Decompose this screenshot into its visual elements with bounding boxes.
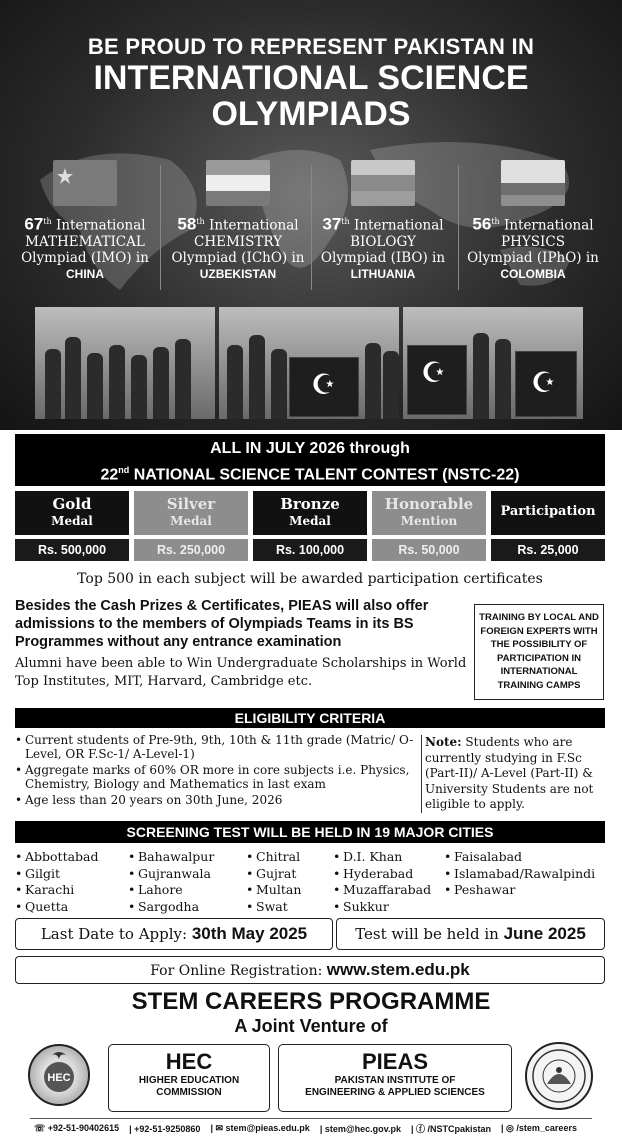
city: • Abbottabad bbox=[15, 849, 99, 866]
city: • Multan bbox=[246, 882, 301, 899]
city: • Peshawar bbox=[444, 882, 595, 899]
olympiad-subject: PHYSICS bbox=[501, 233, 565, 250]
eligibility-heading: ELIGIBILITY CRITERIA bbox=[15, 708, 605, 728]
header-title bbox=[0, 60, 622, 132]
olympiad-subject: CHEMISTRY bbox=[193, 233, 283, 250]
team-photo bbox=[35, 307, 215, 419]
email-2[interactable]: | stem@hec.gov.pk bbox=[319, 1123, 401, 1134]
bronze-medal bbox=[253, 491, 367, 535]
programme-title: STEM CAREERS PROGRAMME bbox=[131, 988, 491, 1015]
city: • Karachi bbox=[15, 882, 99, 899]
eligibility-item: • Age less than 20 years on 30th June, 2026 bbox=[15, 793, 417, 807]
olympiad-sup: th bbox=[43, 217, 52, 226]
olympiad-num: 56 bbox=[472, 214, 492, 234]
hero-banner bbox=[0, 0, 622, 430]
olympiad-word: International bbox=[349, 217, 444, 234]
colombia-flag-icon bbox=[501, 160, 565, 206]
participation bbox=[491, 491, 605, 535]
olympiad-sup: th bbox=[196, 217, 205, 226]
medal-sub: Medal bbox=[51, 514, 93, 528]
city: • Lahore bbox=[128, 882, 214, 899]
registration-label: For Online Registration: bbox=[150, 963, 327, 979]
city: • Chitral bbox=[246, 849, 301, 866]
pakistan-flag-icon: ☪ bbox=[311, 368, 337, 401]
olympiad-physics bbox=[458, 160, 608, 282]
medal-sub: Medal bbox=[170, 514, 212, 528]
phone-1-text: +92-51-90402615 bbox=[47, 1123, 120, 1133]
test-date-box bbox=[336, 918, 605, 950]
hec-name: HEC bbox=[165, 1049, 213, 1074]
cities-col-4 bbox=[333, 849, 431, 915]
medal-title: Honorable bbox=[384, 495, 474, 513]
honorable-mention bbox=[372, 491, 486, 535]
prize-amount: Rs. 250,000 bbox=[134, 539, 248, 561]
hec-logo bbox=[28, 1044, 90, 1106]
hec-box bbox=[108, 1044, 270, 1112]
programme-subtitle: A Joint Venture of bbox=[234, 1016, 388, 1036]
email-1-text: stem@pieas.edu.pk bbox=[225, 1123, 310, 1133]
gold-medal bbox=[15, 491, 129, 535]
olympiad-sup: th bbox=[341, 217, 350, 226]
olympiad-num: 67 bbox=[24, 214, 44, 234]
certificates-note: Top 500 in each subject will be awarded participation certificates bbox=[77, 571, 543, 587]
email-1[interactable]: | ✉ stem@pieas.edu.pk bbox=[210, 1123, 310, 1133]
city: • Gilgit bbox=[15, 866, 99, 883]
hec-logo-text: HEC bbox=[47, 1072, 71, 1084]
social-text: /stem_careers bbox=[516, 1123, 577, 1133]
olympiad-country: UZBEKISTAN bbox=[199, 266, 277, 281]
divider bbox=[160, 165, 161, 290]
olympiad-country: LITHUANIA bbox=[350, 266, 416, 281]
hec-emblem-icon bbox=[30, 1046, 88, 1104]
contest-title: NATIONAL SCIENCE TALENT CONTEST (NSTC-22) bbox=[129, 466, 520, 484]
pakistan-flag-icon: ☪ bbox=[421, 356, 447, 389]
note-label: Note: bbox=[425, 735, 462, 749]
olympiad-math bbox=[10, 160, 160, 282]
olympiad-biology bbox=[308, 160, 458, 282]
test-date: June 2025 bbox=[503, 924, 586, 943]
header-line-2: INTERNATIONAL SCIENCE bbox=[93, 59, 529, 97]
city: • Gujranwala bbox=[128, 866, 214, 883]
footer-contacts bbox=[30, 1118, 592, 1138]
olympiad-abbr: Olympiad (IChO) in bbox=[171, 249, 305, 266]
olympiad-word: International bbox=[204, 217, 299, 234]
registration-box bbox=[15, 956, 605, 984]
city: • Sukkur bbox=[333, 899, 431, 916]
contest-line-1: ALL IN JULY 2026 through bbox=[210, 440, 410, 457]
city: • D.I. Khan bbox=[333, 849, 431, 866]
contest-line-2 bbox=[15, 459, 605, 486]
cities-col-2 bbox=[128, 849, 214, 915]
eligibility-note bbox=[421, 735, 605, 813]
medal-title: Gold bbox=[52, 495, 92, 513]
phone-1[interactable]: ☏ +92-51-90402615 bbox=[34, 1123, 120, 1133]
apply-date-box bbox=[15, 918, 333, 950]
social-link[interactable]: | ◎ /stem_careers bbox=[501, 1123, 577, 1133]
pieas-full-name: PAKISTAN INSTITUTE OF ENGINEERING & APPLIED SCIENCES bbox=[305, 1075, 485, 1098]
medal-title: Silver bbox=[166, 495, 216, 513]
lithuania-flag-icon bbox=[351, 160, 415, 206]
eligibility-list bbox=[15, 733, 417, 807]
team-photos bbox=[35, 307, 583, 419]
pakistan-flag-icon: ☪ bbox=[531, 366, 557, 399]
medal-sub: Medal bbox=[289, 514, 331, 528]
email-2-text: stem@hec.gov.pk bbox=[324, 1123, 401, 1134]
city: • Hyderabad bbox=[333, 866, 431, 883]
screening-heading: SCREENING TEST WILL BE HELD IN 19 MAJOR CITIES bbox=[15, 821, 605, 843]
header-line-1: BE PROUD TO REPRESENT PAKISTAN IN bbox=[87, 34, 535, 59]
olympiad-word: International bbox=[51, 217, 146, 234]
admissions-text: Besides the Cash Prizes & Certificates, PIEAS will also offer admissions to the members of Olympiads Teams in its BS Programmes without any entrance examination bbox=[15, 598, 429, 650]
team-photo bbox=[219, 307, 399, 419]
contest-sup: nd bbox=[118, 465, 130, 475]
medal-sub: Mention bbox=[400, 514, 458, 528]
medal-title: Bronze bbox=[280, 495, 340, 513]
contest-banner bbox=[15, 434, 605, 486]
cities-col-3 bbox=[246, 849, 301, 915]
olympiad-subject: BIOLOGY bbox=[350, 233, 416, 250]
contest-number: 22 bbox=[100, 466, 119, 484]
china-flag-icon bbox=[53, 160, 117, 206]
header-line-3: OLYMPIADS bbox=[211, 95, 411, 133]
apply-label: Last Date to Apply: bbox=[40, 925, 192, 943]
eligibility-item: • Current students of Pre-9th, 9th, 10th & 11th grade (Matric/ O-Level, OR F.Sc-1/ A-Level-1) bbox=[15, 733, 417, 761]
prize-amount: Rs. 500,000 bbox=[15, 539, 129, 561]
facebook-link[interactable]: | ⓕ /NSTCpakistan bbox=[410, 1124, 492, 1134]
olympiad-country: COLOMBIA bbox=[500, 266, 566, 281]
pieas-box bbox=[278, 1044, 512, 1112]
silver-medal bbox=[134, 491, 248, 535]
olympiad-abbr: Olympiad (IBO) in bbox=[320, 249, 446, 266]
prize-amount: Rs. 100,000 bbox=[253, 539, 367, 561]
pieas-logo bbox=[525, 1042, 593, 1110]
apply-date: 30th May 2025 bbox=[191, 924, 308, 943]
team-photo bbox=[403, 307, 583, 419]
alumni-text: Alumni have been able to Win Undergraduate Scholarships in World Top Institutes, MIT, Harvard, Cambridge etc. bbox=[15, 656, 467, 689]
city: • Swat bbox=[246, 899, 301, 916]
eligibility-item: • Aggregate marks of 60% OR more in core subjects i.e. Physics, Chemistry, Biology and Mathematics in last exam bbox=[15, 763, 417, 791]
olympiad-subject: MATHEMATICAL bbox=[25, 233, 145, 250]
registration-url[interactable]: www.stem.edu.pk bbox=[326, 960, 470, 979]
olympiad-sup: th bbox=[491, 217, 500, 226]
cities-col-5 bbox=[444, 849, 595, 899]
olympiad-abbr: Olympiad (IPhO) in bbox=[467, 249, 599, 266]
phone-2[interactable]: | +92-51-9250860 bbox=[129, 1123, 201, 1134]
pieas-emblem-icon bbox=[527, 1044, 591, 1108]
training-box: TRAINING BY LOCAL AND FOREIGN EXPERTS WITH THE POSSIBILITY OF PARTICIPATION IN INTERNATIONAL TRAINING CAMPS bbox=[474, 604, 604, 700]
medal-title: Participation bbox=[500, 504, 596, 519]
city: • Quetta bbox=[15, 899, 99, 916]
facebook-text: /NSTCpakistan bbox=[427, 1124, 492, 1134]
city: • Muzaffarabad bbox=[333, 882, 431, 899]
hec-full-name: HIGHER EDUCATION COMMISSION bbox=[138, 1075, 240, 1098]
city: • Bahawalpur bbox=[128, 849, 214, 866]
olympiad-chemistry bbox=[163, 160, 313, 282]
cities-col-1 bbox=[15, 849, 99, 915]
city: • Sargodha bbox=[128, 899, 214, 916]
city: • Gujrat bbox=[246, 866, 301, 883]
note-text: Students who are currently studying in F.Sc (Part-II)/ A-Level (Part-II) & University Students are not eligible to apply. bbox=[425, 735, 594, 811]
olympiad-num: 58 bbox=[177, 214, 197, 234]
prize-amount: Rs. 50,000 bbox=[372, 539, 486, 561]
prize-amount: Rs. 25,000 bbox=[491, 539, 605, 561]
pieas-name: PIEAS bbox=[361, 1049, 429, 1074]
uzbekistan-flag-icon bbox=[206, 160, 270, 206]
olympiad-num: 37 bbox=[322, 214, 342, 234]
city: • Faisalabad bbox=[444, 849, 595, 866]
olympiad-word: International bbox=[499, 217, 594, 234]
phone-2-text: +92-51-9250860 bbox=[134, 1123, 201, 1134]
olympiad-country: CHINA bbox=[66, 266, 104, 281]
city: • Islamabad/Rawalpindi bbox=[444, 866, 595, 883]
test-label: Test will be held in bbox=[355, 925, 504, 943]
olympiad-abbr: Olympiad (IMO) in bbox=[21, 249, 149, 266]
